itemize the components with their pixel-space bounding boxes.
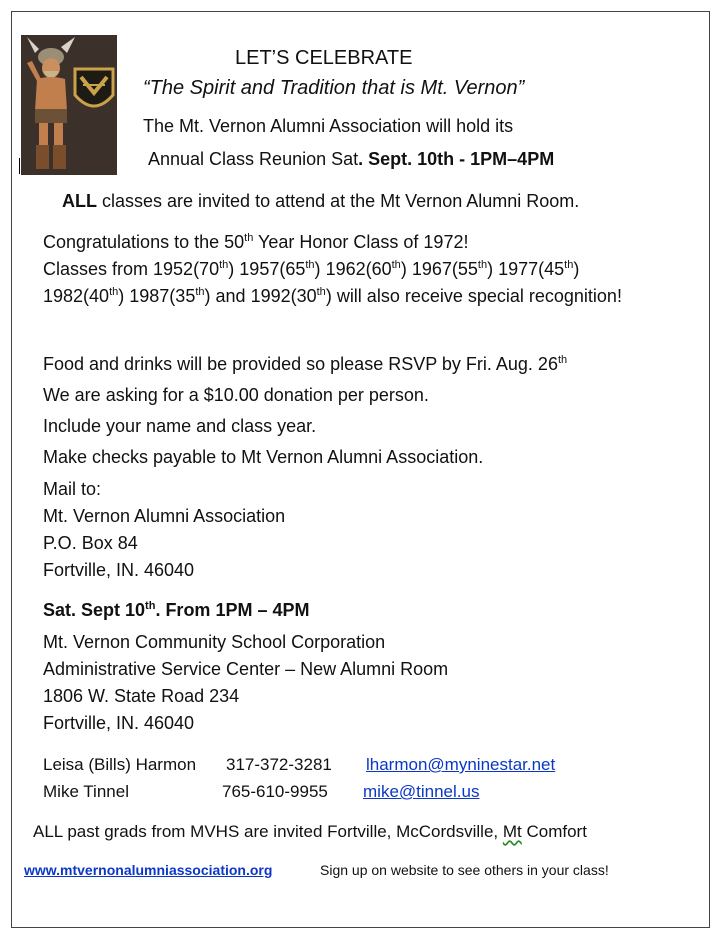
past-grads-line: ALL past grads from MVHS are invited Fortville, McCordsville, Mt Comfort (33, 822, 587, 841)
donation-line: We are asking for a $10.00 donation per person. (43, 385, 429, 405)
contact-phone-1: 317-372-3281 (226, 755, 332, 774)
intro-line-2: Annual Class Reunion Sat. Sept. 10th - 1PM–4PM (148, 149, 555, 169)
venue-line-3: 1806 W. State Road 234 (43, 686, 240, 706)
contact-email-2[interactable]: mike@tinnel.us (363, 782, 480, 801)
all-classes-line: ALL classes are invited to attend at the Mt Vernon Alumni Room. (62, 191, 580, 211)
contact-phone-2: 765-610-9955 (222, 782, 328, 801)
mail-name: Mt. Vernon Alumni Association (43, 506, 286, 526)
rsvp-line: Food and drinks will be provided so please RSVP by Fri. Aug. 26th (43, 354, 568, 374)
venue-line-1: Mt. Vernon Community School Corporation (43, 632, 386, 652)
intro-line-1: The Mt. Vernon Alumni Association will hold its (143, 116, 514, 136)
mail-city: Fortville, IN. 46040 (43, 560, 195, 580)
heading: LET’S CELEBRATE (235, 47, 413, 69)
event-date: Sat. Sept 10th. From 1PM – 4PM (43, 600, 310, 620)
venue-line-2: Administrative Service Center – New Alumni Room (43, 659, 449, 679)
contact-name-1: Leisa (Bills) Harmon (43, 755, 197, 774)
tagline: “The Spirit and Tradition that is Mt. Vernon” (143, 77, 525, 99)
signup-note: Sign up on website to see others in your class! (320, 862, 609, 878)
mail-label: Mail to: (43, 479, 102, 499)
website-link[interactable]: www.mtvernonalumniassociation.org (24, 862, 273, 878)
contact-email-1[interactable]: lharmon@myninestar.net (366, 755, 556, 774)
venue-line-4: Fortville, IN. 46040 (43, 713, 195, 733)
mail-box: P.O. Box 84 (43, 533, 138, 553)
classes-line-2: 1982(40th) 1987(35th) and 1992(30th) will also receive special recognition! (43, 286, 622, 306)
viking-mascot-image (21, 35, 117, 175)
classes-line-1: Classes from 1952(70th) 1957(65th) 1962(60th) 1967(55th) 1977(45th) (43, 259, 580, 279)
checks-line: Make checks payable to Mt Vernon Alumni Association. (43, 447, 484, 467)
text-cursor (19, 158, 20, 174)
congrats-line: Congratulations to the 50th Year Honor Class of 1972! (43, 232, 469, 252)
contact-name-2: Mike Tinnel (43, 782, 129, 801)
include-line: Include your name and class year. (43, 416, 317, 436)
